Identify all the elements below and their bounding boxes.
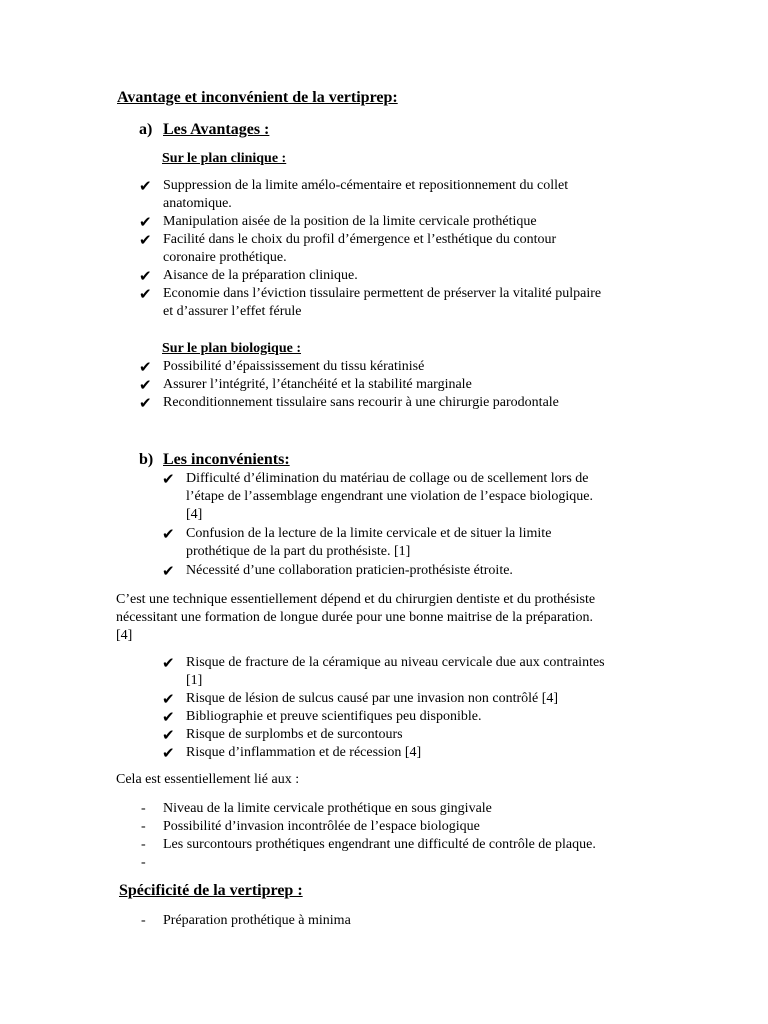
drawback-item-line: [4]	[186, 507, 203, 522]
cause-item: Niveau de la limite cervicale prothétique en sous gingivale	[163, 801, 492, 816]
risk-item-line: Bibliographie et preuve scientifiques peu disponible.	[186, 709, 482, 724]
paragraph-line: [4]	[116, 628, 133, 643]
dash-bullet: -	[141, 819, 146, 834]
dash-bullet: -	[141, 855, 146, 870]
check-icon: ✔	[139, 358, 152, 376]
drawback-item-line: Difficulté d’élimination du matériau de collage ou de scellement lors de	[186, 471, 589, 486]
check-icon: ✔	[162, 654, 175, 672]
biological-subheading: Sur le plan biologique :	[162, 341, 302, 356]
drawback-item-line: prothétique de la part du prothésiste. [1]	[186, 544, 411, 559]
clinical-item-line: Facilité dans le choix du profil d’émergence et l’esthétique du contour	[163, 232, 557, 247]
check-icon: ✔	[139, 231, 152, 249]
dash-bullet: -	[141, 913, 146, 928]
check-icon: ✔	[139, 213, 152, 231]
check-icon: ✔	[139, 177, 152, 195]
specificity-item: Préparation prothétique à minima	[163, 913, 351, 928]
dash-bullet: -	[141, 801, 146, 816]
drawback-item-line: Nécessité d’une collaboration praticien-prothésiste étroite.	[186, 563, 513, 578]
check-icon: ✔	[162, 470, 175, 488]
risk-item-line: Risque d’inflammation et de récession [4]	[186, 745, 422, 760]
check-icon: ✔	[162, 562, 175, 580]
clinical-item-line: Economie dans l’éviction tissulaire permettent de préserver la vitalité pulpaire	[163, 286, 602, 301]
document-title: Avantage et inconvénient de la vertiprep:	[117, 89, 398, 106]
check-icon: ✔	[139, 394, 152, 412]
check-icon: ✔	[162, 726, 175, 744]
check-icon: ✔	[162, 744, 175, 762]
risk-item-line: Risque de lésion de sulcus causé par une invasion non contrôlé [4]	[186, 691, 559, 706]
section-b-heading: Les inconvénients:	[163, 451, 290, 468]
cause-item: Possibilité d’invasion incontrôlée de l’espace biologique	[163, 819, 480, 834]
drawback-item-line: Confusion de la lecture de la limite cervicale et de situer la limite	[186, 526, 552, 541]
check-icon: ✔	[139, 376, 152, 394]
clinical-item-line: et d’assurer l’effet férule	[163, 304, 302, 319]
check-icon: ✔	[162, 690, 175, 708]
clinical-subheading: Sur le plan clinique :	[162, 151, 287, 166]
clinical-item-line: Aisance de la préparation clinique.	[163, 268, 358, 283]
specificity-heading: Spécificité de la vertiprep :	[119, 882, 303, 899]
biological-item: Possibilité d’épaississement du tissu kératinisé	[163, 359, 425, 374]
check-icon: ✔	[139, 267, 152, 285]
clinical-item-line: coronaire prothétique.	[163, 250, 287, 265]
biological-item: Assurer l’intégrité, l’étanchéité et la stabilité marginale	[163, 377, 472, 392]
clinical-item-line: Suppression de la limite amélo-cémentaire et repositionnement du collet	[163, 178, 569, 193]
biological-item: Reconditionnement tissulaire sans recourir à une chirurgie parodontale	[163, 395, 559, 410]
drawback-item-line: l’étape de l’assemblage engendrant une violation de l’espace biologique.	[186, 489, 594, 504]
section-b-marker: b)	[139, 451, 154, 468]
cause-item: Les surcontours prothétiques engendrant une difficulté de contrôle de plaque.	[163, 837, 596, 852]
check-icon: ✔	[162, 525, 175, 543]
risk-item-line: [1]	[186, 673, 203, 688]
section-a-heading: Les Avantages :	[163, 121, 270, 138]
dash-bullet: -	[141, 837, 146, 852]
cause-intro: Cela est essentiellement lié aux :	[116, 772, 300, 787]
check-icon: ✔	[139, 285, 152, 303]
clinical-item-line: anatomique.	[163, 196, 232, 211]
risk-item-line: Risque de surplombs et de surcontours	[186, 727, 403, 742]
paragraph-line: C’est une technique essentiellement dépend et du chirurgien dentiste et du prothésiste	[116, 592, 596, 607]
section-a-marker: a)	[139, 121, 153, 138]
risk-item-line: Risque de fracture de la céramique au niveau cervicale due aux contraintes	[186, 655, 605, 670]
paragraph-line: nécessitant une formation de longue durée pour une bonne maitrise de la préparation.	[116, 610, 593, 625]
clinical-item-line: Manipulation aisée de la position de la limite cervicale prothétique	[163, 214, 537, 229]
check-icon: ✔	[162, 708, 175, 726]
